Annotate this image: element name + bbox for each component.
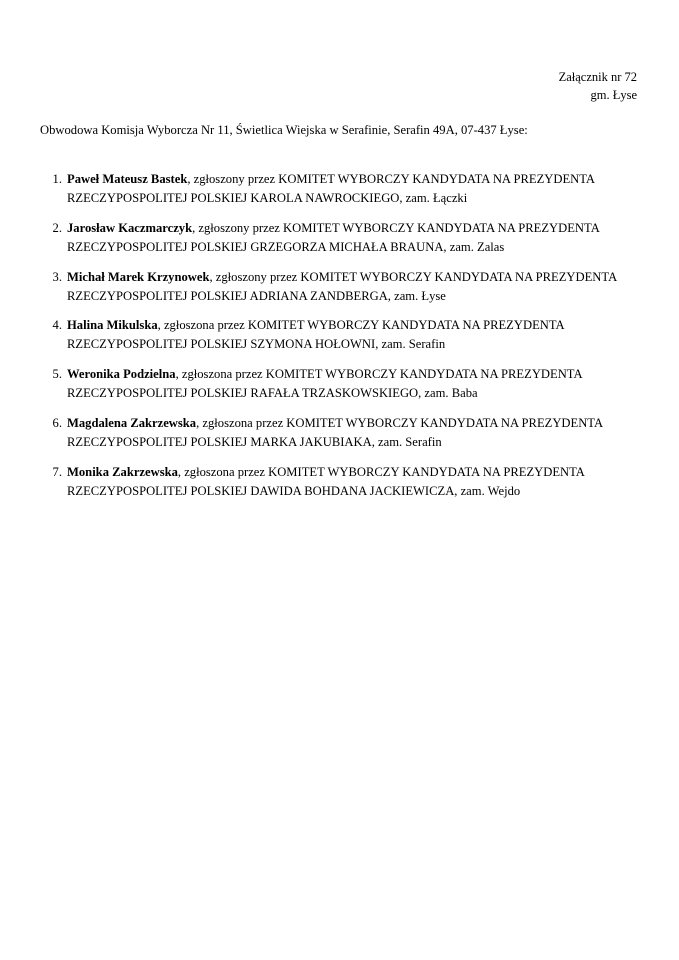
candidate-details: , zgłoszony przez KOMITET WYBORCZY KANDYDATA NA PREZYDENTA RZECZYPOSPOLITEJ POLSKIEJ ADRIANA ZANDBERGA, zam. Łyse [67,269,617,303]
candidate-list [40,170,639,511]
list-item-text [67,268,639,306]
list-item [40,365,639,403]
candidate-details: , zgłoszona przez KOMITET WYBORCZY KANDYDATA NA PREZYDENTA RZECZYPOSPOLITEJ POLSKIEJ RAFAŁA TRZASKOWSKIEGO, zam. Baba [67,367,582,401]
list-item-number: 6. [52,415,62,430]
list-item-text [67,219,639,257]
candidate-name: Magdalena Zakrzewska [67,415,197,430]
candidate-name: Monika Zakrzewska [67,464,178,479]
list-item [40,463,639,501]
list-item [40,219,639,257]
list-item-text [67,170,639,208]
list-item-number: 1. [52,172,62,186]
list-item-number: 2. [52,220,62,235]
candidate-name: Paweł Mateusz Bastek [67,172,188,186]
municipality-name: gm. Łyse [590,88,637,103]
list-item [40,414,639,452]
list-item-text [67,365,639,403]
list-item-number: 4. [52,318,62,333]
candidate-details: , zgłoszony przez KOMITET WYBORCZY KANDYDATA NA PREZYDENTA RZECZYPOSPOLITEJ POLSKIEJ KAROLA NAWROCKIEGO, zam. Łączki [67,172,595,206]
list-item [40,170,639,208]
list-item-text [67,414,639,452]
list-item-text [67,316,639,354]
list-item-number: 3. [52,269,62,284]
list-item-number: 7. [52,464,62,479]
candidate-name: Jarosław Kaczmarczyk [67,220,193,235]
commission-intro-line: Obwodowa Komisja Wyborcza Nr 11, Świetlica Wiejska w Serafinie, Serafin 49A, 07-437 Łyse: [40,123,528,137]
list-item-number: 5. [52,367,62,382]
candidate-details: , zgłoszona przez KOMITET WYBORCZY KANDYDATA NA PREZYDENTA RZECZYPOSPOLITEJ POLSKIEJ SZYMONA HOŁOWNI, zam. Serafin [67,318,564,352]
attachment-number: Załącznik nr 72 [558,70,637,84]
list-item-text [67,463,639,501]
candidate-name: Weronika Podzielna [67,367,176,382]
document-header [559,68,637,104]
candidate-name: Halina Mikulska [67,318,158,333]
candidate-details: , zgłoszony przez KOMITET WYBORCZY KANDYDATA NA PREZYDENTA RZECZYPOSPOLITEJ POLSKIEJ GRZEGORZA MICHAŁA BRAUNA, zam. Zalas [67,220,600,254]
list-item [40,268,639,306]
candidate-details: , zgłoszona przez KOMITET WYBORCZY KANDYDATA NA PREZYDENTA RZECZYPOSPOLITEJ POLSKIEJ MARKA JAKUBIAKA, zam. Serafin [67,415,603,450]
list-item [40,316,639,354]
candidate-details: , zgłoszona przez KOMITET WYBORCZY KANDYDATA NA PREZYDENTA RZECZYPOSPOLITEJ POLSKIEJ DAWIDA BOHDANA JACKIEWICZA, zam. Wejdo [67,464,585,498]
candidate-name: Michał Marek Krzynowek [67,269,210,284]
